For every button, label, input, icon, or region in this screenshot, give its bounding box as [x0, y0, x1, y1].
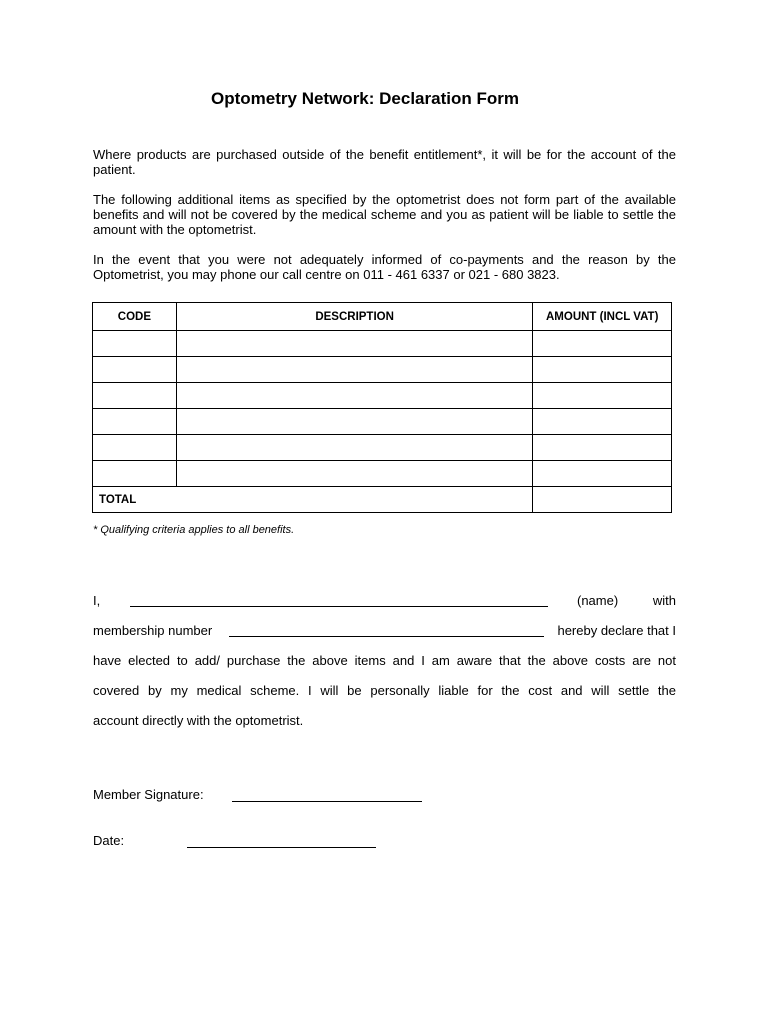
amount-cell[interactable]: [533, 409, 672, 435]
table-row: [93, 461, 672, 487]
items-table: [92, 302, 672, 513]
total-spacer: [176, 487, 533, 513]
form-title: Optometry Network: Declaration Form: [211, 89, 519, 108]
amount-cell[interactable]: [533, 461, 672, 487]
code-cell[interactable]: [93, 383, 177, 409]
declaration-line-5: account directly with the optometrist.: [93, 713, 304, 728]
table-row: [93, 331, 672, 357]
member-signature-label: Member Signature:: [93, 787, 204, 802]
description-cell[interactable]: [176, 331, 533, 357]
date-label: Date:: [93, 833, 125, 848]
description-cell[interactable]: [176, 435, 533, 461]
total-label: TOTAL: [93, 487, 177, 513]
declaration-line-membership: [93, 623, 676, 639]
amount-cell[interactable]: [533, 357, 672, 383]
description-cell[interactable]: [176, 357, 533, 383]
amount-cell[interactable]: [533, 383, 672, 409]
date-field[interactable]: [187, 834, 376, 848]
name-field[interactable]: [130, 593, 548, 607]
membership-label: membership number: [93, 623, 213, 638]
i-label: I,: [93, 593, 101, 608]
header-amount: AMOUNT (INCL VAT): [533, 303, 672, 331]
qualifying-criteria-note: * Qualifying criteria applies to all benefits.: [93, 524, 295, 536]
table-row: [93, 435, 672, 461]
declare-label: hereby declare that I: [557, 623, 676, 638]
code-cell[interactable]: [93, 461, 177, 487]
name-label: (name): [577, 593, 619, 608]
amount-cell[interactable]: [533, 331, 672, 357]
table-row: [93, 357, 672, 383]
description-cell[interactable]: [176, 461, 533, 487]
paragraph-additional-items: The following additional items as specified by the optometrist does not form part of the available benefits and will not be covered by the medical scheme and you as patient will be liable to settle the amount with the optometrist.: [93, 192, 676, 237]
total-amount-cell[interactable]: [533, 487, 672, 513]
declaration-line-3: have elected to add/ purchase the above items and I am aware that the above costs are not: [93, 653, 676, 668]
code-cell[interactable]: [93, 435, 177, 461]
declaration-line-name: [93, 593, 676, 609]
amount-cell[interactable]: [533, 435, 672, 461]
member-signature-field[interactable]: [232, 789, 422, 802]
with-label: with: [652, 593, 676, 608]
table-row: [93, 409, 672, 435]
code-cell[interactable]: [93, 331, 177, 357]
declaration-line-4: covered by my medical scheme. I will be personally liable for the cost and will settle the: [93, 683, 676, 698]
description-cell[interactable]: [176, 383, 533, 409]
table-row: [93, 383, 672, 409]
header-description: DESCRIPTION: [176, 303, 533, 331]
table-total-row: [93, 487, 672, 513]
description-cell[interactable]: [176, 409, 533, 435]
code-cell[interactable]: [93, 357, 177, 383]
table-header-row: [93, 303, 672, 331]
code-cell[interactable]: [93, 409, 177, 435]
paragraph-benefit-entitlement: Where products are purchased outside of the benefit entitlement*, it will be for the account of the patient.: [93, 147, 676, 177]
paragraph-call-centre: In the event that you were not adequately informed of co-payments and the reason by the Optometrist, you may phone our call centre on 011 - 461 6337 or 021 - 680 3823.: [93, 252, 676, 282]
membership-number-field[interactable]: [229, 623, 544, 637]
header-code: CODE: [93, 303, 177, 331]
